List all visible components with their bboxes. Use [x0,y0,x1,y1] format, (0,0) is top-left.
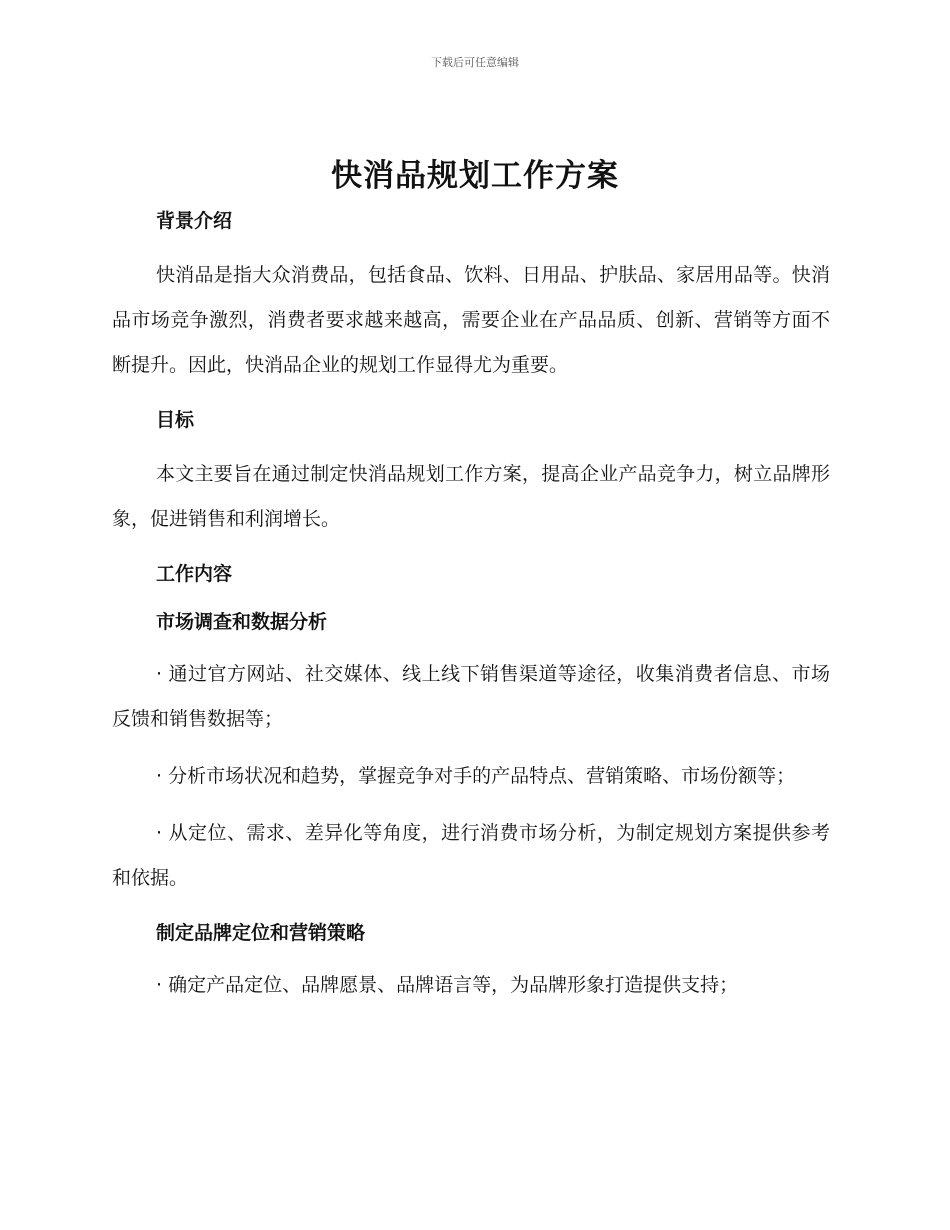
section-heading-work: 工作内容 [156,563,233,585]
list-item: · 确定产品定位、品牌愿景、品牌语言等，为品牌形象打造提供支持； [156,974,739,996]
list-item: · 通过官方网站、社交媒体、线上线下销售渠道等途径，收集消费者信息、市场反馈和销售数据等； [112,663,830,730]
page-header: 下载后可任意编辑 [431,56,519,69]
subsection-heading-brand: 制定品牌定位和营销策略 [156,922,366,944]
list-item: · 分析市场状况和趋势，掌握竞争对手的产品特点、营销策略、市场份额等； [156,765,796,787]
section-heading-goal: 目标 [156,409,195,431]
document-title: 快消品规划工作方案 [331,158,619,194]
document-body [112,203,830,1008]
goal-paragraph: 本文主要旨在通过制定快消品规划工作方案，提高企业产品竞争力，树立品牌形象，促进销售和利润增长。 [112,463,830,530]
subsection-heading-market: 市场调查和数据分析 [156,611,328,633]
background-paragraph: 快消品是指大众消费品，包括食品、饮料、日用品、护肤品、家居用品等。快消品市场竞争激烈，消费者要求越来越高，需要企业在产品品质、创新、营销等方面不断提升。因此，快消品企业的规划工作显得尤为重要。 [112,264,830,376]
section-heading-background: 背景介绍 [156,210,233,232]
list-item: · 从定位、需求、差异化等角度，进行消费市场分析，为制定规划方案提供参考和依据。 [112,822,830,889]
